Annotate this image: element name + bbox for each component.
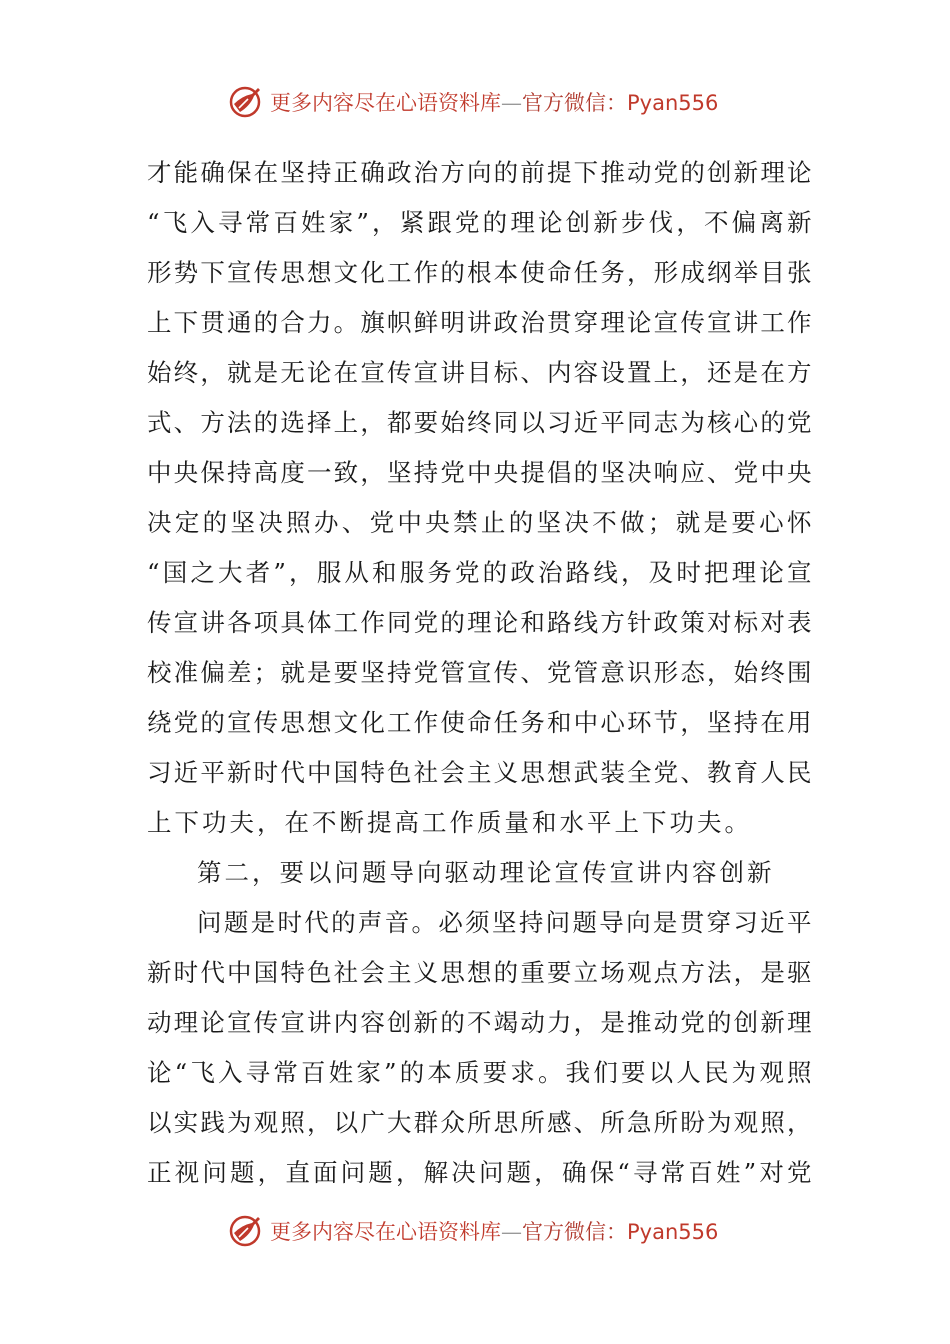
watermark-dash: — (501, 1220, 522, 1244)
body-line: 以实践为观照，以广大群众所思所感、所急所盼为观照， (147, 1108, 812, 1137)
body-line: 动理论宣传宣讲内容创新的不竭动力，是推动党的创新理 (147, 1008, 812, 1037)
watermark-footer (228, 1211, 788, 1251)
watermark-brand: 更多内容尽在心语资料库 (270, 91, 501, 115)
body-line: 论“飞入寻常百姓家”的本质要求。我们要以人民为观照 (147, 1058, 812, 1087)
body-line: 形势下宣传思想文化工作的根本使命任务，形成纲举目张 (147, 258, 812, 287)
pen-logo-icon (228, 84, 264, 120)
body-line: “国之大者”，服从和服务党的政治路线，及时把理论宣 (147, 558, 812, 587)
body-line: 上下贯通的合力。旗帜鲜明讲政治贯穿理论宣传宣讲工作 (147, 308, 812, 337)
watermark-wechat-id: Pyan556 (627, 91, 719, 115)
watermark-wechat-label: 官方微信： (522, 91, 627, 115)
body-line: 绕党的宣传思想文化工作使命任务和中心环节，坚持在用 (147, 708, 812, 737)
watermark-brand: 更多内容尽在心语资料库 (270, 1220, 501, 1244)
body-line: 始终，就是无论在宣传宣讲目标、内容设置上，还是在方 (147, 358, 812, 387)
body-line: 式、方法的选择上，都要始终同以习近平同志为核心的党 (147, 408, 812, 437)
watermark-header (228, 82, 788, 122)
body-line: 正视问题，直面问题，解决问题，确保“寻常百姓”对党 (147, 1158, 812, 1187)
document-body (147, 148, 812, 1198)
watermark-text (270, 1216, 718, 1246)
body-line: “飞入寻常百姓家”，紧跟党的理论创新步伐，不偏离新 (147, 208, 812, 237)
watermark-wechat-label: 官方微信： (522, 1220, 627, 1244)
body-line: 传宣讲各项具体工作同党的理论和路线方针政策对标对表 (147, 608, 812, 637)
body-line: 新时代中国特色社会主义思想的重要立场观点方法，是驱 (147, 958, 812, 987)
body-line: 问题是时代的声音。必须坚持问题导向是贯穿习近平 (197, 908, 812, 937)
body-line: 决定的坚决照办、党中央禁止的坚决不做；就是要心怀 (147, 508, 812, 537)
watermark-dash: — (501, 91, 522, 115)
pen-logo-icon (228, 1213, 264, 1249)
body-line: 校准偏差；就是要坚持党管宣传、党管意识形态，始终围 (147, 658, 812, 687)
body-line: 习近平新时代中国特色社会主义思想武装全党、教育人民 (147, 758, 812, 787)
body-line: 上下功夫，在不断提高工作质量和水平上下功夫。 (147, 808, 752, 837)
body-line: 才能确保在坚持正确政治方向的前提下推动党的创新理论 (147, 158, 812, 187)
body-line: 中央保持高度一致，坚持党中央提倡的坚决响应、党中央 (147, 458, 812, 487)
watermark-wechat-id: Pyan556 (627, 1220, 719, 1244)
section-heading: 第二，要以问题导向驱动理论宣传宣讲内容创新 (197, 858, 775, 887)
watermark-text (270, 87, 718, 117)
